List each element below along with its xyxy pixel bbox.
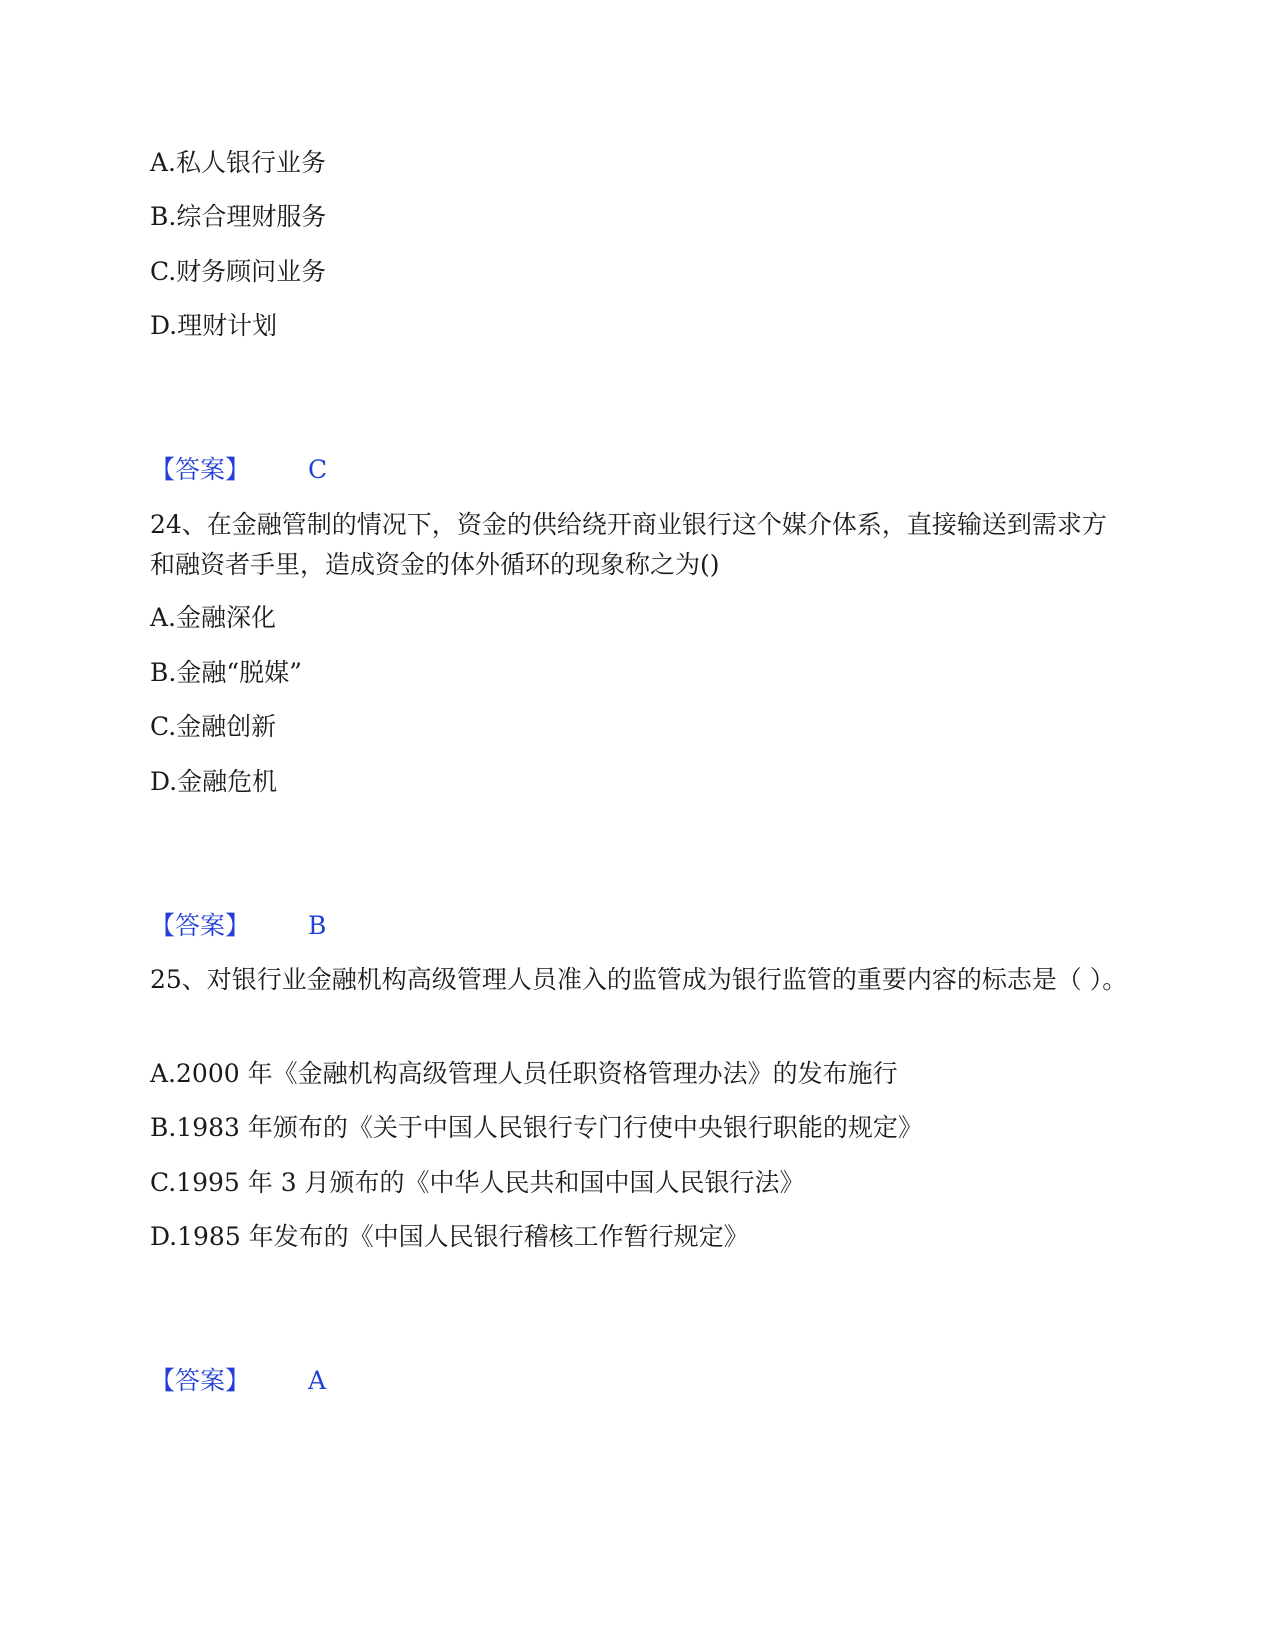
answer-label: 【答案】 bbox=[150, 455, 251, 484]
answer-label: 【答案】 bbox=[150, 911, 251, 940]
q24-option-b: B.金融“脱媒” bbox=[150, 658, 302, 687]
q25-option-a: A.2000 年《金融机构高级管理人员任职资格管理办法》的发布施行 bbox=[150, 1059, 898, 1088]
q24-text: 24、在金融管制的情况下，资金的供给绕开商业银行这个媒介体系，直接输送到需求方和融资者手里，造成资金的体外循环的现象称之为() bbox=[150, 510, 1107, 579]
q24-option-a: A.金融深化 bbox=[150, 603, 277, 632]
q24-option-d: D.金融危机 bbox=[150, 767, 278, 796]
q23-option-b: B.综合理财服务 bbox=[150, 202, 327, 231]
q23-answer bbox=[150, 455, 327, 485]
q23-option-a: A.私人银行业务 bbox=[150, 148, 327, 177]
answer-value: B bbox=[307, 911, 327, 940]
q23-option-d: D.理财计划 bbox=[150, 311, 278, 340]
q25-option-c: C.1995 年 3 月颁布的《中华人民共和国中国人民银行法》 bbox=[150, 1168, 805, 1197]
q25-option-d: D.1985 年发布的《中国人民银行稽核工作暂行规定》 bbox=[150, 1222, 749, 1251]
answer-value: C bbox=[307, 455, 328, 484]
q25-option-b: B.1983 年颁布的《关于中国人民银行专门行使中央银行职能的规定》 bbox=[150, 1113, 923, 1142]
answer-label: 【答案】 bbox=[150, 1366, 251, 1395]
q24-option-c: C.金融创新 bbox=[150, 712, 277, 741]
answer-value: A bbox=[307, 1366, 327, 1395]
q23-option-c: C.财务顾问业务 bbox=[150, 257, 327, 286]
q25-answer bbox=[150, 1366, 326, 1396]
q24-answer bbox=[150, 911, 326, 941]
q25-text: 25、对银行业金融机构高级管理人员准入的监管成为银行监管的重要内容的标志是（ ）。 bbox=[150, 965, 1128, 994]
